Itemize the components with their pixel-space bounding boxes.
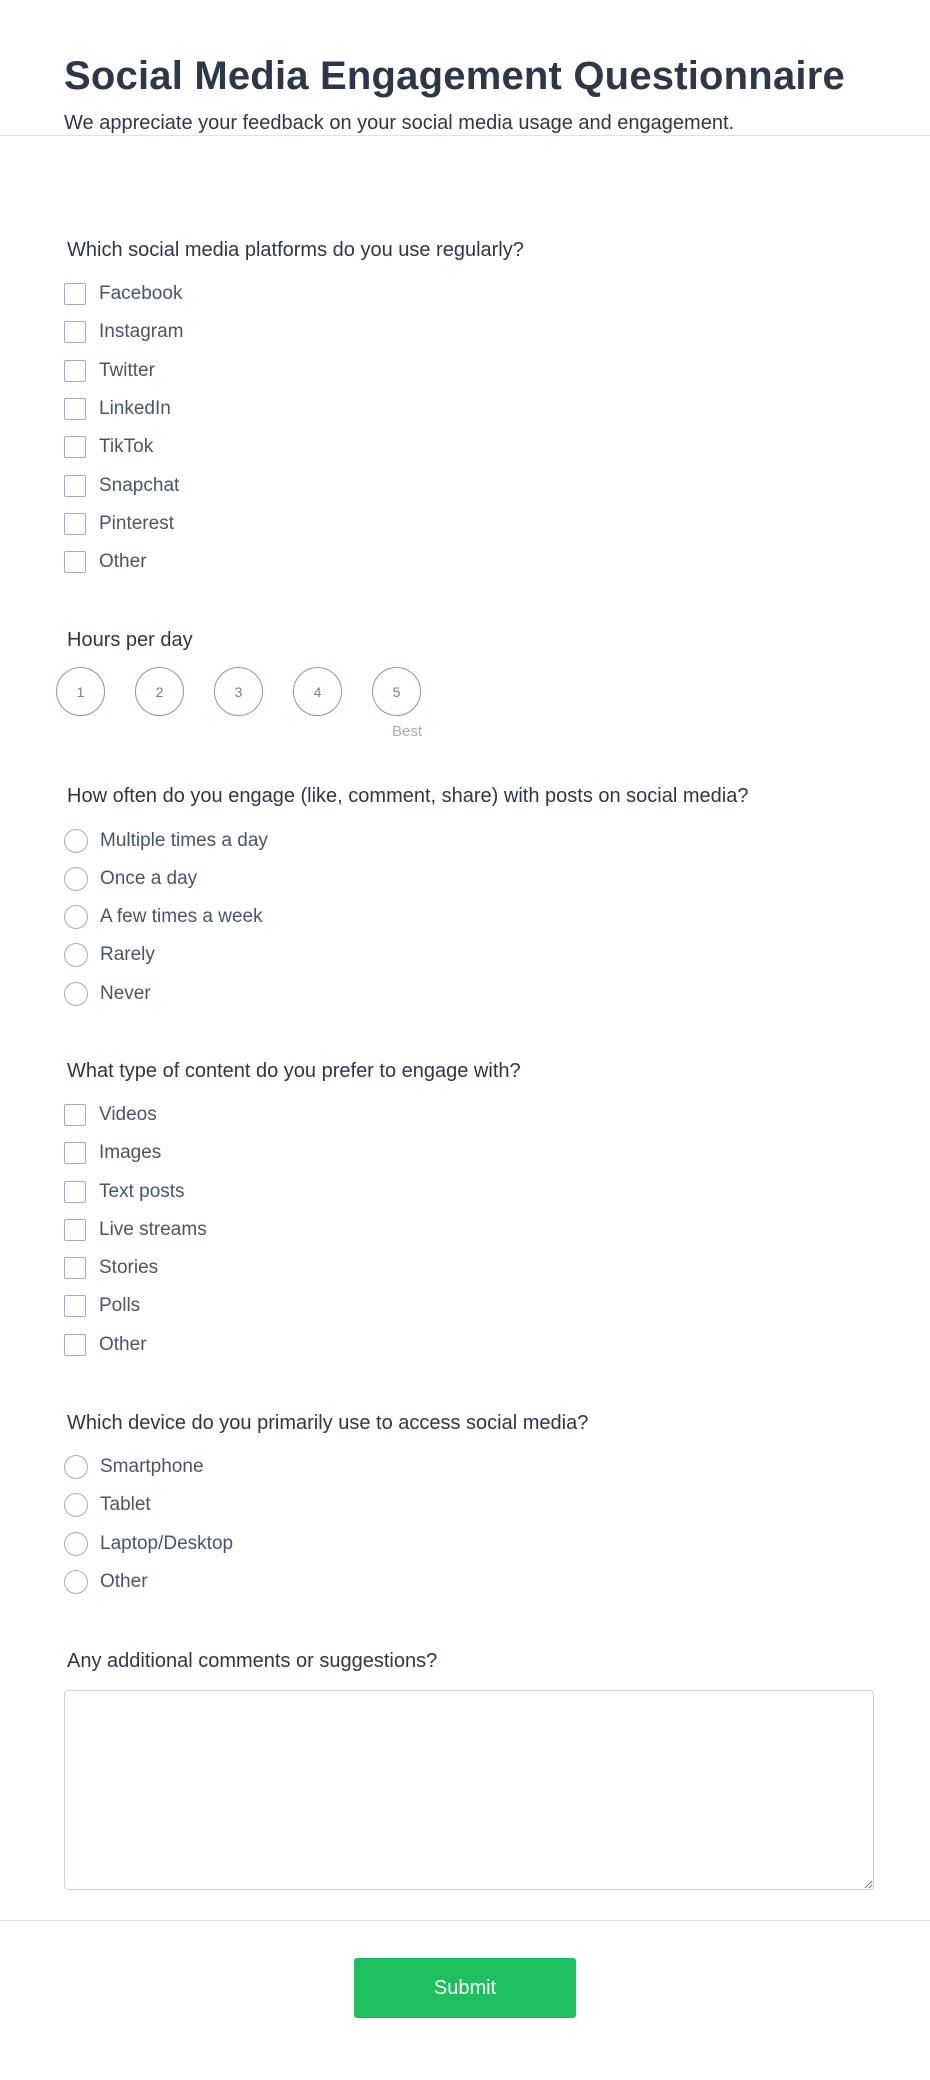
form-body: [0, 237, 930, 1890]
content-option-polls[interactable]: [64, 1287, 875, 1325]
device-option-tablet[interactable]: [64, 1486, 875, 1524]
radio-button[interactable]: [64, 1570, 88, 1594]
checkbox[interactable]: [64, 551, 86, 573]
checkbox[interactable]: [64, 436, 86, 458]
option-label: Instagram: [99, 321, 184, 343]
option-label: A few times a week: [100, 906, 263, 928]
comments-question: Any additional comments or suggestions?: [67, 1650, 438, 1673]
content-question: What type of content do you prefer to engage with?: [67, 1059, 521, 1082]
radio-button[interactable]: [64, 1493, 88, 1517]
option-label: Rarely: [100, 944, 155, 966]
platform-option-twitter[interactable]: [64, 352, 875, 390]
platform-option-facebook[interactable]: [64, 275, 875, 313]
engagement-options: [64, 821, 875, 1012]
option-label: LinkedIn: [99, 398, 171, 420]
engagement-option-never[interactable]: [64, 975, 875, 1013]
engagement-question: How often do you engage (like, comment, share) with posts on social media?: [67, 785, 749, 808]
platforms-question-group: [64, 237, 875, 581]
engagement-option-multiple-daily[interactable]: [64, 821, 875, 859]
engagement-option-few-weekly[interactable]: [64, 898, 875, 936]
radio-button[interactable]: [64, 867, 88, 891]
platform-option-linkedin[interactable]: [64, 390, 875, 428]
option-label: Other: [99, 1333, 147, 1355]
option-label: Snapchat: [99, 474, 180, 496]
rating-button-1[interactable]: 1: [56, 667, 105, 716]
radio-button[interactable]: [64, 829, 88, 853]
checkbox[interactable]: [64, 475, 86, 497]
option-label: Polls: [99, 1295, 141, 1317]
checkbox[interactable]: [64, 398, 86, 420]
engagement-option-rarely[interactable]: [64, 936, 875, 974]
option-label: Live streams: [99, 1218, 207, 1240]
platforms-options: [64, 275, 875, 581]
rating-button-2[interactable]: 2: [135, 667, 184, 716]
form-footer: [0, 1920, 930, 2080]
option-label: Facebook: [99, 283, 183, 305]
comments-textarea[interactable]: [64, 1690, 874, 1890]
option-label: Images: [99, 1142, 162, 1164]
hours-question-group: [64, 627, 875, 741]
checkbox[interactable]: [64, 1181, 86, 1203]
platform-option-other[interactable]: [64, 543, 875, 581]
device-option-other[interactable]: [64, 1563, 875, 1601]
radio-button[interactable]: [64, 943, 88, 967]
option-label: Laptop/Desktop: [100, 1532, 234, 1554]
checkbox[interactable]: [64, 1257, 86, 1279]
content-option-videos[interactable]: [64, 1096, 875, 1134]
checkbox[interactable]: [64, 1295, 86, 1317]
checkbox[interactable]: [64, 1104, 86, 1126]
device-options: [64, 1448, 875, 1601]
option-label: TikTok: [99, 436, 154, 458]
option-label: Other: [100, 1570, 148, 1592]
radio-button[interactable]: [64, 1455, 88, 1479]
checkbox[interactable]: [64, 360, 86, 382]
option-label: Other: [99, 551, 147, 573]
content-option-other[interactable]: [64, 1326, 875, 1364]
checkbox[interactable]: [64, 321, 86, 343]
content-option-images[interactable]: [64, 1134, 875, 1172]
hours-question: Hours per day: [67, 629, 193, 652]
checkbox[interactable]: [64, 283, 86, 305]
option-label: Tablet: [100, 1494, 151, 1516]
radio-button[interactable]: [64, 1532, 88, 1556]
option-label: Videos: [99, 1104, 157, 1125]
submit-button[interactable]: Submit: [354, 1958, 576, 2018]
hours-rating-scale: [56, 667, 875, 741]
content-option-live-streams[interactable]: [64, 1211, 875, 1249]
checkbox[interactable]: [64, 1334, 86, 1356]
radio-button[interactable]: [64, 905, 88, 929]
best-label: Best: [391, 723, 422, 741]
checkbox[interactable]: [64, 1219, 86, 1241]
option-label: Text posts: [99, 1180, 185, 1202]
option-label: Stories: [99, 1257, 159, 1279]
device-option-smartphone[interactable]: [64, 1448, 875, 1486]
platform-option-tiktok[interactable]: [64, 428, 875, 466]
content-question-group: [64, 1058, 875, 1364]
checkbox[interactable]: [64, 1142, 86, 1164]
comments-question-group: [64, 1648, 875, 1890]
device-option-laptop-desktop[interactable]: [64, 1525, 875, 1563]
device-question-group: [64, 1410, 875, 1601]
engagement-option-once-daily[interactable]: [64, 860, 875, 898]
rating-button-5[interactable]: 5: [372, 667, 421, 716]
platforms-question: Which social media platforms do you use regularly?: [67, 239, 524, 261]
content-option-text-posts[interactable]: [64, 1172, 875, 1210]
device-question: Which device do you primarily use to access social media?: [67, 1411, 589, 1434]
content-options: [64, 1096, 875, 1364]
checkbox[interactable]: [64, 513, 86, 535]
form-header: [0, 0, 930, 136]
option-label: Multiple times a day: [100, 829, 268, 851]
platform-option-pinterest[interactable]: [64, 505, 875, 543]
option-label: Smartphone: [100, 1456, 204, 1478]
option-label: Pinterest: [99, 512, 174, 534]
platform-option-instagram[interactable]: [64, 313, 875, 351]
engagement-question-group: [64, 783, 875, 1012]
rating-button-3[interactable]: 3: [214, 667, 263, 716]
option-label: Never: [100, 982, 151, 1004]
platform-option-snapchat[interactable]: [64, 466, 875, 504]
form-title: Social Media Engagement Questionnaire: [64, 54, 845, 98]
rating-button-4[interactable]: 4: [293, 667, 342, 716]
content-option-stories[interactable]: [64, 1249, 875, 1287]
option-label: Twitter: [99, 359, 155, 381]
form-subtitle: We appreciate your feedback on your social media usage and engagement.: [64, 112, 735, 134]
option-label: Once a day: [100, 867, 198, 889]
radio-button[interactable]: [64, 982, 88, 1006]
